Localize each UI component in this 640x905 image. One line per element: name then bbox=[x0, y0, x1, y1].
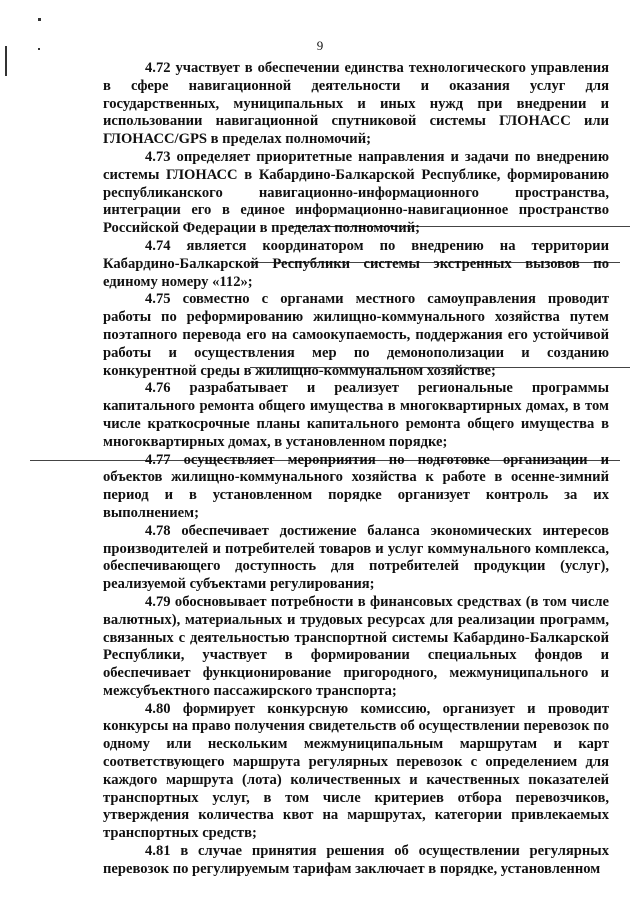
clause-4-76: 4.76 разрабатывает и реализует региональные программы капитального ремонта общего имущества в многоквартирных домах, в том числе краткосрочные планы капитального ремонта общего имущества в многоквартирных домах, в установленном порядке; bbox=[103, 380, 609, 450]
clause-4-78: 4.78 обеспечивает достижение баланса экономических интересов производителей и потребителей товаров и услуг коммунального комплекса, обеспечивающего доступность для потребителей продукции (услуг), реализуемой субъектами регулирования; bbox=[103, 522, 609, 593]
clause-4-80: 4.80 формирует конкурсную комиссию, организует и проводит конкурсы на право получения свидетельств об осуществлении перевозок по одному или нескольким межмуниципальным маршрутам и карт соответствующего маршрута регулярных перевозок с определением для каждого маршрута (лота) количественных и качественных показателей транспортных услуг, в том числе критериев отбора перевозчиков, утверждения количества квот на маршрутах, категории привлекаемых транспортных средств; bbox=[103, 700, 609, 842]
clause-4-75: 4.75 совместно с органами местного самоуправления проводит работы по реформированию жилищно-коммунального хозяйства путем поэтапного перевода его на самоокупаемость, поддержания его устойчивой работы и осуществления мер по демонополизации и созданию конкурентной среды в жилищно-коммунальном хозяйстве; bbox=[103, 291, 609, 379]
clause-4-73: 4.73 определяет приоритетные направления и задачи по внедрению системы ГЛОНАСС в Кабардино-Балкарской Республике, формированию республиканского навигационно-информационного пространства, интеграции его в единое информационно-навигационное пространство Российской Федерации в пределах полномочий; bbox=[103, 148, 609, 237]
clause-4-74: 4.74 является координатором по внедрению на территории Кабардино-Балкарской Республики системы экстренных вызовов по единому номеру «112»; bbox=[103, 237, 609, 290]
clause-4-72: 4.72 участвует в обеспечении единства технологического управления в сфере навигационной деятельности и оказания услуг для государственных, муниципальных и иных нужд при внедрении и использовании навигационной спутниковой системы ГЛОНАСС или ГЛОНАСС/GPS в пределах полномочий; bbox=[103, 60, 609, 148]
clause-4-81: 4.81 в случае принятия решения об осуществлении регулярных перевозок по регулируемым тарифам заключает в порядке, установленном bbox=[103, 843, 609, 877]
page-number: 9 bbox=[316, 38, 324, 53]
clause-4-79: 4.79 обосновывает потребности в финансовых средствах (в том числе валютных), материальных и трудовых ресурсах для реализации программ, связанных с деятельностью транспортной системы Кабардино-Балкарской Республики, участвует в формировании специальных фондов и обеспечивает функционирование пригородного, межмуниципального и межсубъектного пассажирского транспорта; bbox=[103, 593, 609, 699]
clause-4-77: 4.77 осуществляет мероприятия по подготовке организации и объектов жилищно-коммунального хозяйства к работе в осенне-зимний период и в установленном порядке организует контроль за их выполнением; bbox=[103, 451, 609, 521]
scan-artifact-top bbox=[38, 18, 41, 21]
document-body bbox=[103, 60, 609, 879]
